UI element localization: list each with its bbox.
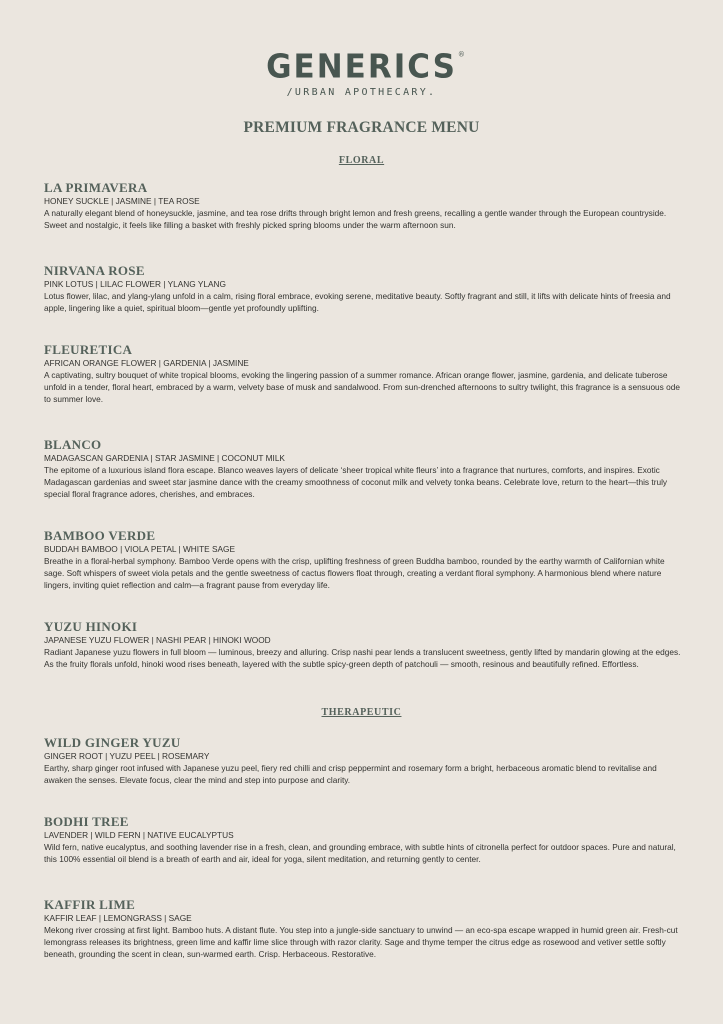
fragrance-description: A captivating, sultry bouquet of white tropical blooms, evoking the lingering passion of a summer romance. African orange flower, jasmine, gardenia, and delicate tuberose unfold in a tender, floral heart, embraced by a warm, velvety base of musk and sandalwood. From sun-drenched afternoons to sultry twilight, this fragrance is a sensuous ode to summer love. — [44, 370, 680, 405]
fragrance-item — [44, 437, 684, 501]
fragrance-name: FLEURETICA — [44, 342, 133, 357]
fragrance-notes: JAPANESE YUZU FLOWER | NASHI PEAR | HINOKI WOOD — [44, 635, 271, 645]
fragrance-item — [44, 735, 684, 786]
fragrance-notes: PINK LOTUS | LILAC FLOWER | YLANG YLANG — [44, 279, 226, 289]
fragrance-name: LA PRIMAVERA — [44, 180, 148, 195]
fragrance-notes: MADAGASCAN GARDENIA | STAR JASMINE | COCONUT MILK — [44, 453, 285, 463]
fragrance-notes: BUDDAH BAMBOO | VIOLA PETAL | WHITE SAGE — [44, 544, 236, 554]
fragrance-description: Lotus flower, lilac, and ylang-ylang unfold in a calm, rising floral embrace, evoking serene, meditative beauty. Softly fragrant and still, it lifts with delicate hints of freesia and apple, lingering like a quiet, spiritual bloom—gentle yet profoundly uplifting. — [44, 291, 671, 314]
fragrance-name: BLANCO — [44, 437, 102, 452]
brand-name: GENERICS — [266, 48, 457, 86]
fragrance-item — [44, 263, 684, 314]
brand-logo — [266, 48, 465, 86]
fragrance-description: Earthy, sharp ginger root infused with Japanese yuzu peel, fiery red chilli and crisp peppermint and rosemary form a bright, herbaceous aromatic blend to revitalise and awaken the senses. Elevate focus, clear the mind and step into purpose and clarity. — [44, 763, 657, 786]
fragrance-item — [44, 814, 684, 865]
fragrance-notes: KAFFIR LEAF | LEMONGRASS | SAGE — [44, 913, 192, 923]
fragrance-notes: AFRICAN ORANGE FLOWER | GARDENIA | JASMINE — [44, 358, 249, 368]
fragrance-name: BODHI TREE — [44, 814, 129, 829]
fragrance-name: WILD GINGER YUZU — [44, 735, 181, 750]
fragrance-item — [44, 180, 684, 231]
brand-tagline: /URBAN APOTHECARY. — [286, 87, 437, 98]
fragrance-description: The epitome of a luxurious island flora escape. Blanco weaves layers of delicate ‘sheer tropical white fleurs’ into a fragrance that nurtures, comforts, and inspires. Exotic Madagascan gardenias and sweet star jasmine dance with the creamy smoothness of coconut milk and velvety tonka beans. Celebrate love, return to the heart—this truly special floral fragrance adores, cherishes, and embraces. — [44, 465, 668, 500]
fragrance-item — [44, 528, 684, 592]
fragrance-name: BAMBOO VERDE — [44, 528, 156, 543]
fragrance-description: Mekong river crossing at first light. Bamboo huts. A distant flute. You step into a jungle-side sanctuary to unwind — an eco-spa escape wrapped in humid green air. Fresh-cut lemongrass releases its brightness, green lime and kaffir lime slice through with razor clarity. Sage and thyme temper the citrus edge as rosewood and vetiver settle softly beneath, grounding the scent in clean, sun-warmed earth. Crisp. Herbaceous. Restorative. — [44, 925, 678, 960]
registered-mark: ® — [457, 50, 465, 59]
fragrance-item — [44, 342, 684, 406]
menu-title: PREMIUM FRAGRANCE MENU — [243, 119, 480, 136]
fragrance-name: NIRVANA ROSE — [44, 263, 145, 278]
fragrance-notes: HONEY SUCKLE | JASMINE | TEA ROSE — [44, 196, 200, 206]
fragrance-description: Radiant Japanese yuzu flowers in full bloom — luminous, breezy and alluring. Crisp nashi pear lends a translucent sweetness, gently lifted by mandarin glowing at the edges. As the fruity florals unfold, hinoki wood rises beneath, layered with the subtle spicy-green depth of patchouli — smooth, resinous and beautifully refined. Effortless. — [44, 647, 681, 670]
fragrance-item — [44, 619, 684, 670]
fragrance-description: Wild fern, native eucalyptus, and soothing lavender rise in a fresh, clean, and grounding embrace, with subtle hints of citronella perfect for outdoor spaces. Pure and natural, this 100% essential oil blend is a breath of earth and air, ideal for yoga, silent meditation, and returning gently to center. — [44, 842, 676, 865]
fragrance-notes: LAVENDER | WILD FERN | NATIVE EUCALYPTUS — [44, 830, 234, 840]
section-heading-therapeutic: THERAPEUTIC — [321, 707, 402, 718]
fragrance-description: A naturally elegant blend of honeysuckle, jasmine, and tea rose drifts through bright lemon and fresh greens, recalling a gentle wander through the European countryside. Sweet and nostalgic, it feels like filling a basket with freshly picked spring blooms under the warm afternoon sun. — [44, 208, 667, 231]
section-heading-floral: FLORAL — [338, 155, 385, 166]
fragrance-name: YUZU HINOKI — [44, 619, 138, 634]
fragrance-item — [44, 897, 684, 961]
brand-header — [0, 48, 723, 98]
fragrance-description: Breathe in a floral-herbal symphony. Bamboo Verde opens with the crisp, uplifting freshness of green Buddha bamboo, rounded by the earthy warmth of Californian white sage. Soft whispers of sweet viola petals and the gentle sweetness of cactus flowers float through, creating a verdant floral symphony. A harmonious blend where nature lingers, inviting quiet reflection and calm—a fragrant pause from everyday life. — [44, 556, 665, 591]
fragrance-name: KAFFIR LIME — [44, 897, 136, 912]
fragrance-notes: GINGER ROOT | YUZU PEEL | ROSEMARY — [44, 751, 210, 761]
